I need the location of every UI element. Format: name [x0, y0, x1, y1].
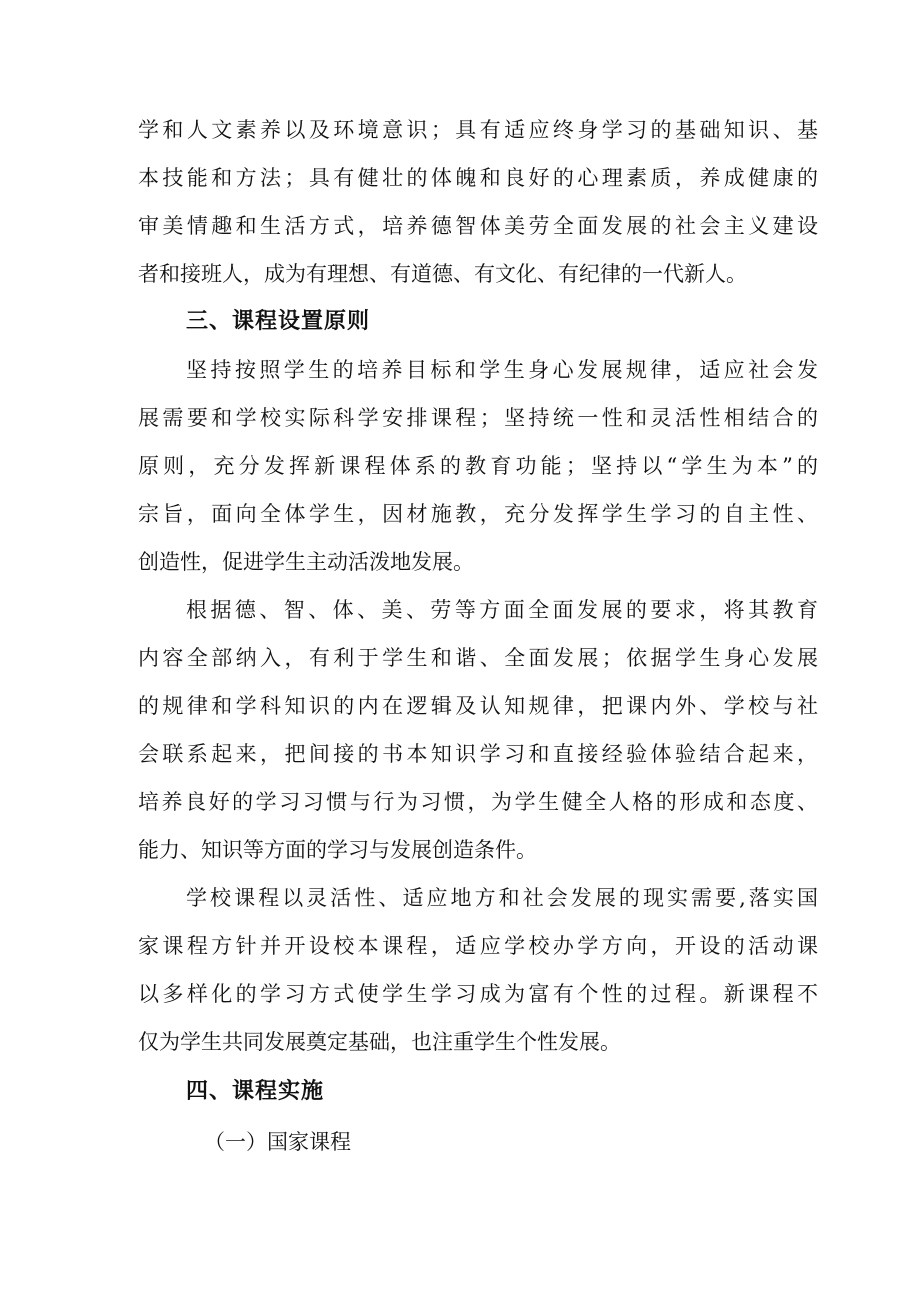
paragraph-line: 能力、知识等方面的学习与发展创造条件。: [138, 838, 537, 862]
paragraph-line: 学和人文素养以及环境意识；具有适应终身学习的基础知识、基: [138, 118, 818, 142]
paragraph-line: 本技能和方法；具有健壮的体魄和良好的心理素质，养成健康的: [138, 166, 818, 190]
paragraph-line: 仅为学生共同发展奠定基础，也注重学生个性发展。: [138, 1030, 621, 1054]
paragraph-line: 内容全部纳入，有利于学生和谐、全面发展；依据学生身心发展: [138, 646, 818, 670]
paragraph-line: 坚持按照学生的培养目标和学生身心发展规律，适应社会发: [186, 358, 818, 382]
paragraph-line: 根据德、智、体、美、劳等方面全面发展的要求，将其教育: [186, 598, 818, 622]
paragraph-line: 原则，充分发挥新课程体系的教育功能；坚持以“学生为本”的: [138, 454, 818, 478]
subsection-heading: （一）国家课程: [204, 1130, 351, 1154]
paragraph-line: 家课程方针并开设校本课程，适应学校办学方向，开设的活动课: [138, 934, 818, 958]
paragraph-line: 培养良好的学习习惯与行为习惯，为学生健全人格的形成和态度、: [138, 790, 818, 814]
paragraph-line: 展需要和学校实际科学安排课程；坚持统一性和灵活性相结合的: [138, 406, 818, 430]
section-heading: 四、课程实施: [186, 1079, 325, 1104]
paragraph-line: 审美情趣和生活方式，培养德智体美劳全面发展的社会主义建设: [138, 214, 818, 238]
paragraph-line: 学校课程以灵活性、适应地方和社会发展的现实需要,落实国: [186, 886, 818, 910]
paragraph-line: 创造性，促进学生主动活泼地发展。: [138, 550, 474, 574]
paragraph-line: 者和接班人，成为有理想、有道德、有文化、有纪律的一代新人。: [138, 262, 747, 286]
paragraph-line: 宗旨，面向全体学生，因材施教，充分发挥学生学习的自主性、: [138, 502, 818, 526]
section-heading: 三、课程设置原则: [186, 309, 371, 334]
paragraph-line: 会联系起来，把间接的书本知识学习和直接经验体验结合起来，: [138, 742, 818, 766]
paragraph-line: 的规律和学科知识的内在逻辑及认知规律，把课内外、学校与社: [138, 694, 818, 718]
paragraph-line: 以多样化的学习方式使学生学习成为富有个性的过程。新课程不: [138, 982, 818, 1006]
